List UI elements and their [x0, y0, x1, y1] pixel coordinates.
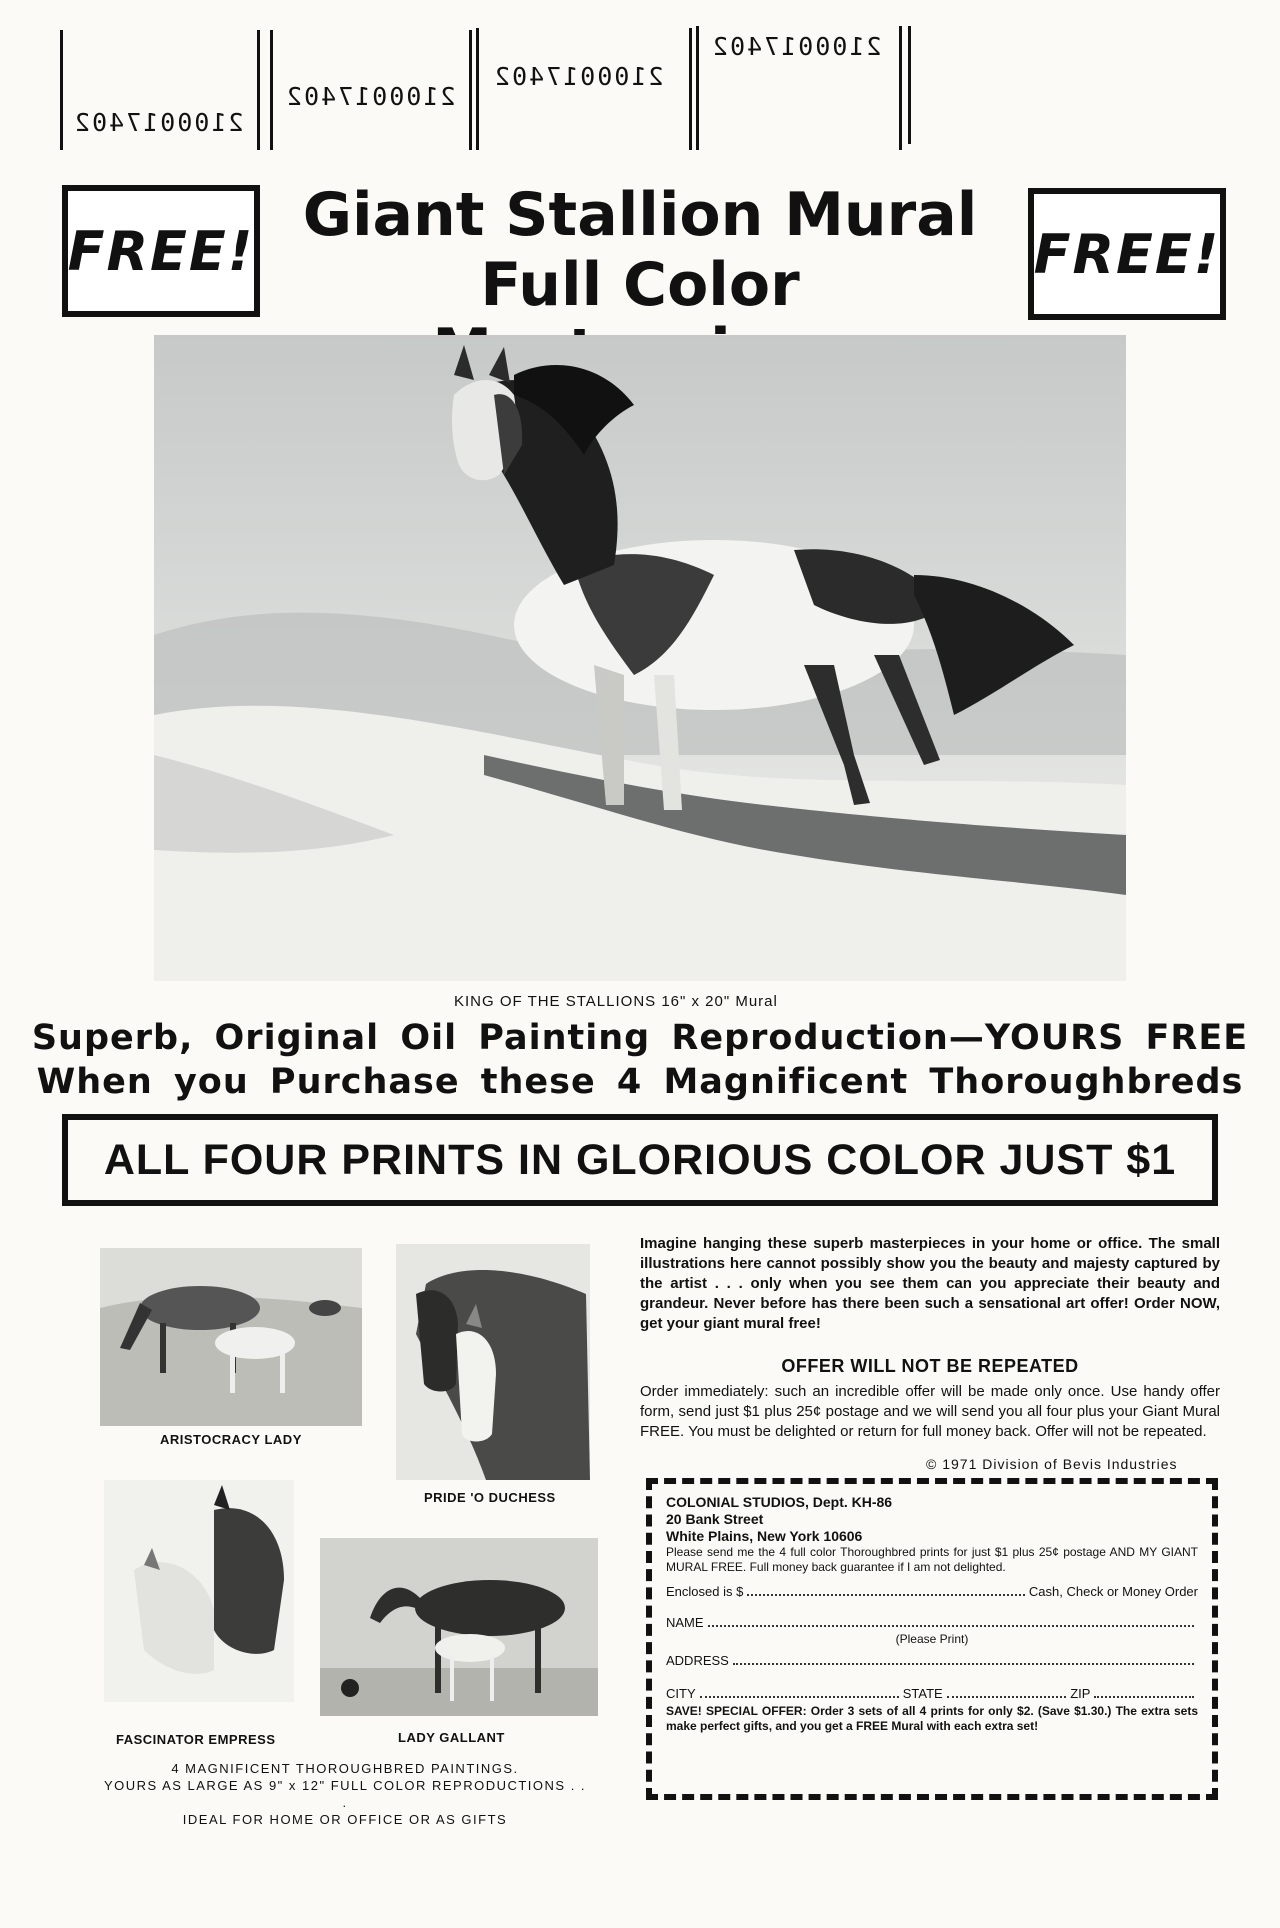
city-state-zip-row: [666, 1685, 1198, 1702]
price-banner-text: ALL FOUR PRINTS IN GLORIOUS COLOR JUST $1: [103, 1135, 1177, 1184]
state-field[interactable]: [947, 1696, 1066, 1698]
form-street: 20 Bank Street: [666, 1511, 764, 1527]
form-request: Please send me the 4 full color Thoroughbred prints for just $1 plus 25¢ postage AND MY GIANT MURAL FREE. Full money back guarantee if I am not delighted.: [666, 1545, 1198, 1574]
offer-paragraph: Order immediately: such an incredible offer will be made only once. Use handy offer form, send just $1 plus 25¢ postage and we will send you all four plus your Giant Mural FREE. You must be delighted or return for full money back. Offer will not be repeated.: [640, 1383, 1220, 1440]
price-banner: [62, 1114, 1218, 1206]
prints-footer: [100, 1760, 590, 1828]
free-box-right: [1028, 188, 1226, 320]
register-tick: [908, 26, 911, 144]
state-label: STATE: [902, 1686, 943, 1701]
prints-footer-line1: 4 MAGNIFICENT THOROUGHBRED PAINTINGS.: [171, 1761, 519, 1776]
print-lady-gallant: [320, 1538, 598, 1716]
name-label: NAME: [666, 1615, 704, 1630]
offer-heading: OFFER WILL NOT BE REPEATED: [781, 1356, 1079, 1376]
register-code: 2100017402: [285, 82, 456, 111]
zip-label: ZIP: [1070, 1686, 1091, 1701]
address-row: [666, 1652, 1198, 1669]
stallion-painting: [154, 335, 1126, 981]
register-code: 2100017402: [711, 32, 882, 61]
free-left-label: FREE!: [67, 219, 255, 283]
register-code: 2100017402: [493, 62, 664, 91]
free-box-left: [62, 185, 260, 317]
register-mark-1: [60, 30, 260, 150]
form-company: COLONIAL STUDIOS, Dept. KH-86: [666, 1494, 893, 1510]
register-mark-3: [476, 28, 692, 150]
name-field[interactable]: [708, 1625, 1194, 1627]
order-form: [646, 1478, 1218, 1800]
address-field[interactable]: [733, 1663, 1194, 1665]
subheadline-line2: When you Purchase these 4 Magnificent Thoroughbreds: [36, 1062, 1244, 1102]
headline-line1: Giant Stallion Mural: [302, 180, 978, 250]
zip-field[interactable]: [1094, 1696, 1194, 1698]
print-aristocracy-lady: [100, 1248, 362, 1426]
print-pride-o-duchess: [396, 1244, 590, 1480]
name-row: [666, 1614, 1198, 1631]
print-label-pride-o-duchess: PRIDE 'O DUCHESS: [424, 1490, 556, 1505]
city-label: CITY: [666, 1686, 696, 1701]
enclosed-amount-field[interactable]: [747, 1594, 1025, 1596]
enclosed-suffix: Cash, Check or Money Order: [1028, 1584, 1198, 1599]
form-city: White Plains, New York 10606: [666, 1528, 863, 1544]
enclosed-label: Enclosed is $: [666, 1584, 744, 1599]
register-mark-2: [270, 30, 472, 150]
mural-caption: KING OF THE STALLIONS 16" x 20" Mural: [454, 993, 778, 1010]
address-label: ADDRESS: [666, 1653, 729, 1668]
print-hint: (Please Print): [895, 1632, 969, 1646]
print-label-lady-gallant: LADY GALLANT: [398, 1730, 505, 1745]
headline-line2: Full Color: [480, 250, 800, 320]
prints-footer-line3: IDEAL FOR HOME OR OFFICE OR AS GIFTS: [182, 1812, 508, 1827]
register-mark-4: [696, 26, 902, 150]
intro-paragraph: Imagine hanging these superb masterpieces in your home or office. The small illustrations here cannot possibly show you the beauty and majesty captured by the artist . . . only when you see them can you appreciate their beauty and grandeur. Never before has there been such a sensational art offer! Order NOW, get your giant mural free!: [640, 1235, 1220, 1332]
print-fascinator-empress: [104, 1480, 294, 1702]
prints-footer-line2: YOURS AS LARGE AS 9" x 12" FULL COLOR REPRODUCTIONS . . .: [103, 1778, 587, 1810]
copyright-notice: © 1971 Division of Bevis Industries: [926, 1456, 1178, 1472]
free-right-label: FREE!: [1033, 222, 1221, 286]
subheadline-line1: Superb, Original Oil Painting Reproduction—YOURS FREE: [31, 1018, 1249, 1058]
print-label-aristocracy-lady: ARISTOCRACY LADY: [160, 1432, 302, 1447]
print-label-fascinator-empress: FASCINATOR EMPRESS: [116, 1732, 276, 1747]
register-code: 2100017402: [73, 108, 244, 137]
special-offer: SAVE! SPECIAL OFFER: Order 3 sets of all 4 prints for only $2. (Save $1.30.) The extra sets make perfect gifts, and you get a FREE Mural with each extra set!: [666, 1704, 1198, 1733]
city-field[interactable]: [700, 1696, 899, 1698]
enclosed-row: [666, 1583, 1198, 1600]
